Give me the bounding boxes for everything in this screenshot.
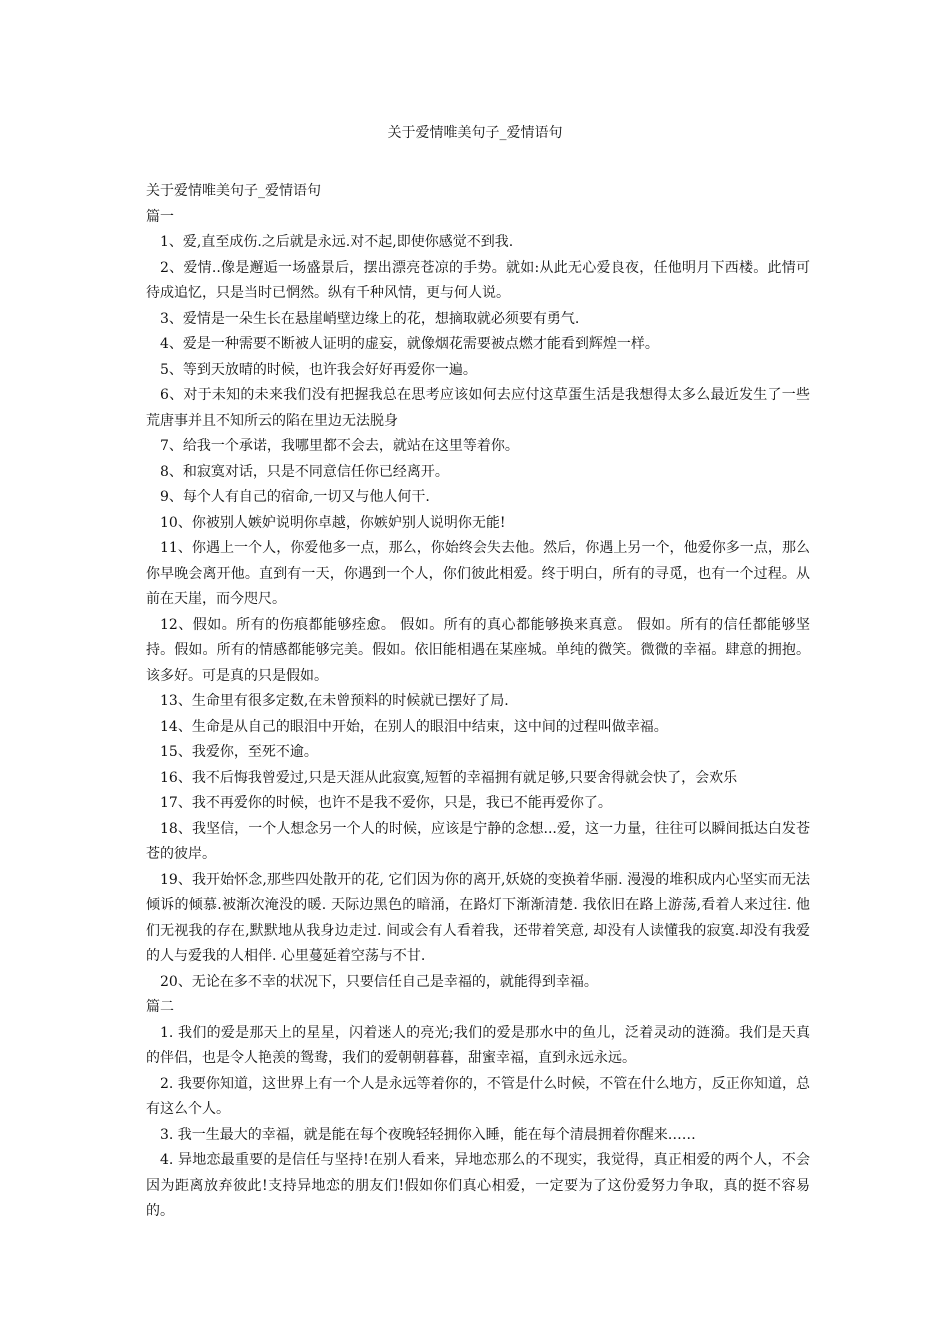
paragraph: 3. 我一生最大的幸福，就是能在每个夜晚轻轻拥你入睡，能在每个清晨拥着你醒来…… bbox=[160, 1126, 696, 1143]
paragraph: 20、无论在多不幸的状况下，只要信任自己是幸福的，就能得到幸福。 bbox=[160, 973, 598, 990]
paragraph: 18、我坚信，一个人想念另一个人的时候，应该是宁静的念想...爱，这一力量，往往可以瞬间抵达白发苍苍的彼岸。 bbox=[146, 820, 810, 862]
paragraph: 15、我爱你，至死不逾。 bbox=[160, 744, 318, 760]
paragraph: 16、我不后悔我曾爱过,只是天涯从此寂寞,短暂的幸福拥有就足够,只要舍得就会快了，会欢乐 bbox=[160, 769, 738, 786]
paragraph: 14、生命是从自己的眼泪中开始，在别人的眼泪中结束，这中间的过程叫做幸福。 bbox=[160, 718, 668, 735]
page-title: 关于爱情唯美句子_爱情语句 bbox=[387, 125, 563, 141]
paragraph: 11、你遇上一个人，你爱他多一点，那么，你始终会失去他。然后，你遇上另一个，他爱你多一点，那么你早晚会离开他。直到有一天，你遇到一个人，你们彼此相爱。终于明白，所有的寻觅，也有一个过程。从前在天崖，而今咫尺。 bbox=[146, 540, 810, 607]
paragraph: 10、你被别人嫉妒说明你卓越，你嫉妒别人说明你无能! bbox=[160, 514, 506, 531]
paragraph: 2、爱情..像是邂逅一场盛景后，摆出漂亮苍凉的手势。就如:从此无心爱良夜，任他明月下西楼。此情可待成追忆，只是当时已惘然。纵有千种风情，更与何人说。 bbox=[146, 259, 810, 301]
paragraph: 5、等到天放晴的时候，也许我会好好再爱你一遍。 bbox=[160, 361, 477, 378]
paragraph: 12、假如。所有的伤痕都能够痊愈。 假如。所有的真心都能够换来真意。 假如。所有的信任都能够坚持。假如。所有的情感都能够完美。假如。依旧能相遇在某座城。单纯的微笑。微微的幸福。肆意的拥抱。 该多好。可是真的只是假如。 bbox=[146, 616, 810, 684]
section-heading: 篇一 bbox=[146, 208, 174, 225]
paragraph: 2. 我要你知道，这世界上有一个人是永远等着你的，不管是什么时候，不管在什么地方，反正你知道，总有这么个人。 bbox=[146, 1075, 810, 1117]
paragraph: 9、每个人有自己的宿命,一切又与他人何干. bbox=[160, 489, 430, 505]
paragraph: 3、爱情是一朵生长在悬崖峭壁边缘上的花，想摘取就必须要有勇气. bbox=[160, 310, 580, 327]
paragraph: 6、对于未知的未来我们没有把握我总在思考应该如何去应付这草蛋生活是我想得太多么最近发生了一些荒唐事并且不知所云的陷在里边无法脱身 bbox=[146, 387, 810, 429]
paragraph: 7、给我一个承诺，我哪里都不会去，就站在这里等着你。 bbox=[160, 438, 519, 454]
paragraph: 1、爱,直至成伤.之后就是永远.对不起,即使你感觉不到我. bbox=[160, 234, 514, 250]
paragraph: 4、爱是一种需要不断被人证明的虚妄，就像烟花需要被点燃才能看到辉煌一样。 bbox=[160, 336, 659, 352]
section-heading: 篇二 bbox=[146, 999, 174, 1015]
paragraph: 17、我不再爱你的时候，也许不是我不爱你，只是，我已不能再爱你了。 bbox=[160, 795, 612, 811]
paragraph: 8、和寂寞对话，只是不同意信任你已经离开。 bbox=[160, 463, 449, 480]
paragraph: 1. 我们的爱是那天上的星星，闪着迷人的亮光;我们的爱是那水中的鱼儿，泛着灵动的涟漪。我们是天真的伴侣，也是令人艳羡的鸳鸯，我们的爱朝朝暮暮，甜蜜幸福，直到永远永远。 bbox=[146, 1024, 810, 1066]
paragraph: 13、生命里有很多定数,在未曾预料的时候就已摆好了局. bbox=[160, 693, 509, 709]
paragraph: 4. 异地恋最重要的是信任与坚持!在别人看来，异地恋那么的不现实，我觉得，真正相爱的两个人，不会因为距离放弃彼此!支持异地恋的朋友们!假如你们真心相爱，一定要为了这份爱努力争取，真的挺不容易的。 bbox=[146, 1152, 810, 1219]
paragraph: 19、我开始怀念,那些四处散开的花, 它们因为你的离开,妖娆的变换着华丽. 漫漫的堆积成内心坚实而无法倾诉的倾慕.被渐次淹没的暖. 天际边黑色的暗涌，在路灯下渐渐清楚. 我依旧在路上游荡,看着人来过往. 他们无视我的存在,默默地从我身边走过. 间或会有人看着我，还带着笑意, 却没有人读懂我的寂寞.却没有我爱的人与爱我的人相伴. 心里蔓延着空荡与不甘. bbox=[146, 871, 810, 964]
document-subtitle: 关于爱情唯美句子_爱情语句 bbox=[146, 183, 321, 199]
document-body bbox=[146, 179, 810, 1225]
